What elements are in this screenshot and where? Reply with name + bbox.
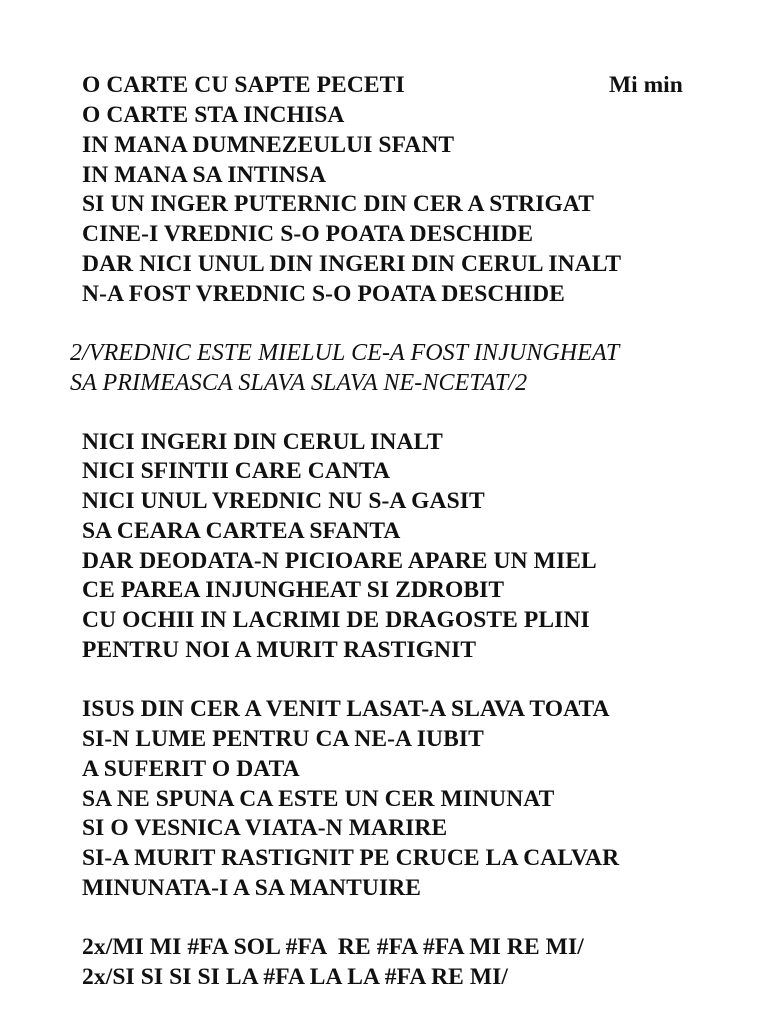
lyric-line: SI UN INGER PUTERNIC DIN CER A STRIGAT xyxy=(82,191,594,217)
chorus-line: SA PRIMEASCA SLAVA SLAVA NE-NCETAT/2 xyxy=(70,370,528,396)
lyric-line: PENTRU NOI A MURIT RASTIGNIT xyxy=(82,637,477,663)
lyric-line: O CARTE STA INCHISA xyxy=(82,102,345,128)
key-label: Mi min xyxy=(609,72,683,98)
lyric-line: SA NE SPUNA CA ESTE UN CER MINUNAT xyxy=(82,786,555,812)
lyric-line: NICI UNUL VREDNIC NU S-A GASIT xyxy=(82,488,485,514)
notes-line: 2x/SI SI SI SI LA #FA LA LA #FA RE MI/ xyxy=(82,964,509,990)
lyric-line: CU OCHII IN LACRIMI DE DRAGOSTE PLINI xyxy=(82,607,590,633)
lyric-line: CINE-I VREDNIC S-O POATA DESCHIDE xyxy=(82,221,534,247)
lyric-line: ISUS DIN CER A VENIT LASAT-A SLAVA TOATA xyxy=(82,696,610,722)
lyric-line: DAR DEODATA-N PICIOARE APARE UN MIEL xyxy=(82,548,597,574)
lyric-line: SI-N LUME PENTRU CA NE-A IUBIT xyxy=(82,726,484,752)
lyric-line: IN MANA SA INTINSA xyxy=(82,162,327,188)
lyric-line: CE PAREA INJUNGHEAT SI ZDROBIT xyxy=(82,577,505,603)
lyric-line: MINUNATA-I A SA MANTUIRE xyxy=(82,875,422,901)
lyric-line: DAR NICI UNUL DIN INGERI DIN CERUL INALT xyxy=(82,251,622,277)
lyric-line: SI O VESNICA VIATA-N MARIRE xyxy=(82,815,448,841)
chorus-line: 2/VREDNIC ESTE MIELUL CE-A FOST INJUNGHEAT xyxy=(70,340,620,366)
lyric-line: A SUFERIT O DATA xyxy=(82,756,300,782)
lyric-line: O CARTE CU SAPTE PECETI xyxy=(82,72,405,98)
lyric-line: IN MANA DUMNEZEULUI SFANT xyxy=(82,132,455,158)
lyric-line: SI-A MURIT RASTIGNIT PE CRUCE LA CALVAR xyxy=(82,845,620,871)
notes-line: 2x/MI MI #FA SOL #FA RE #FA #FA MI RE MI/ xyxy=(82,934,584,960)
lyric-line: NICI SFINTII CARE CANTA xyxy=(82,458,391,484)
lyric-line: N-A FOST VREDNIC S-O POATA DESCHIDE xyxy=(82,281,565,307)
lyric-line: SA CEARA CARTEA SFANTA xyxy=(82,518,401,544)
lyric-line: NICI INGERI DIN CERUL INALT xyxy=(82,429,443,455)
